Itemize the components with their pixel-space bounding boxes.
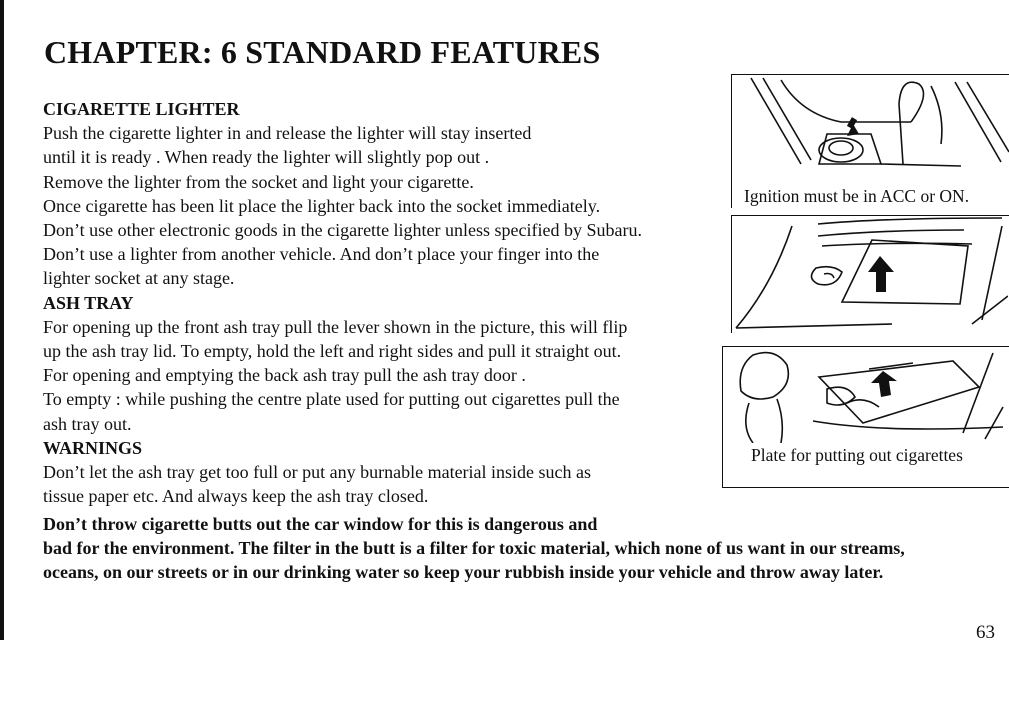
- warning-line: Don’t throw cigarette butts out the car window for this is dangerous and: [43, 514, 598, 534]
- text-line: until it is ready . When ready the lighter will slightly pop out .: [43, 147, 490, 168]
- figure-back-ash-tray: [722, 346, 1009, 488]
- text-line: Once cigarette has been lit place the lighter back into the socket immediately.: [43, 195, 601, 216]
- text-line: Push the cigarette lighter in and release the lighter will stay inserted: [43, 123, 532, 144]
- text-line: lighter socket at any stage.: [43, 268, 235, 289]
- figure-lighter: [731, 74, 1009, 208]
- text-line: tissue paper etc. And always keep the ash tray closed.: [43, 486, 429, 507]
- text-line: To empty : while pushing the centre plate used for putting out cigarettes pull the: [43, 389, 620, 410]
- figure-front-ash-tray: [731, 215, 1009, 333]
- caption-back-ash-tray: Plate for putting out cigarettes: [751, 445, 963, 465]
- text-line: Don’t use a lighter from another vehicle. And don’t place your finger into the: [43, 244, 600, 265]
- heading-ash-tray: ASH TRAY: [43, 292, 134, 313]
- text-line: Don’t use other electronic goods in the cigarette lighter unless specified by Subaru.: [43, 220, 643, 241]
- text-line: For opening and emptying the back ash tray pull the ash tray door .: [43, 365, 526, 386]
- front-ash-tray-illustration-icon: [732, 216, 1008, 332]
- text-line: ash tray out.: [43, 413, 132, 434]
- body-text: [43, 97, 713, 508]
- text-line: Don’t let the ash tray get too full or put any burnable material inside such as: [43, 462, 592, 483]
- warning-line: oceans, on our streets or in our drinking water so keep your rubbish inside your vehicle and throw away later.: [43, 562, 884, 583]
- heading-cigarette-lighter: CIGARETTE LIGHTER: [43, 99, 240, 119]
- warning-line: bad for the environment. The filter in the butt is a filter for toxic material, which none of us want in our streams,: [43, 538, 905, 559]
- caption-lighter: Ignition must be in ACC or ON.: [744, 186, 970, 206]
- back-ash-tray-illustration-icon: [723, 347, 1008, 443]
- bold-warning: [43, 512, 1003, 585]
- heading-warnings: WARNINGS: [43, 437, 143, 458]
- text-line: Remove the lighter from the socket and light your cigarette.: [43, 171, 474, 192]
- page-binding-edge: [0, 0, 4, 640]
- text-line: For opening up the front ash tray pull the lever shown in the picture, this will flip: [43, 316, 628, 337]
- text-line: up the ash tray lid. To empty, hold the left and right sides and pull it straight out.: [43, 341, 622, 362]
- page-title: CHAPTER: 6 STANDARD FEATURES: [44, 34, 601, 70]
- page-number: 63: [976, 622, 995, 643]
